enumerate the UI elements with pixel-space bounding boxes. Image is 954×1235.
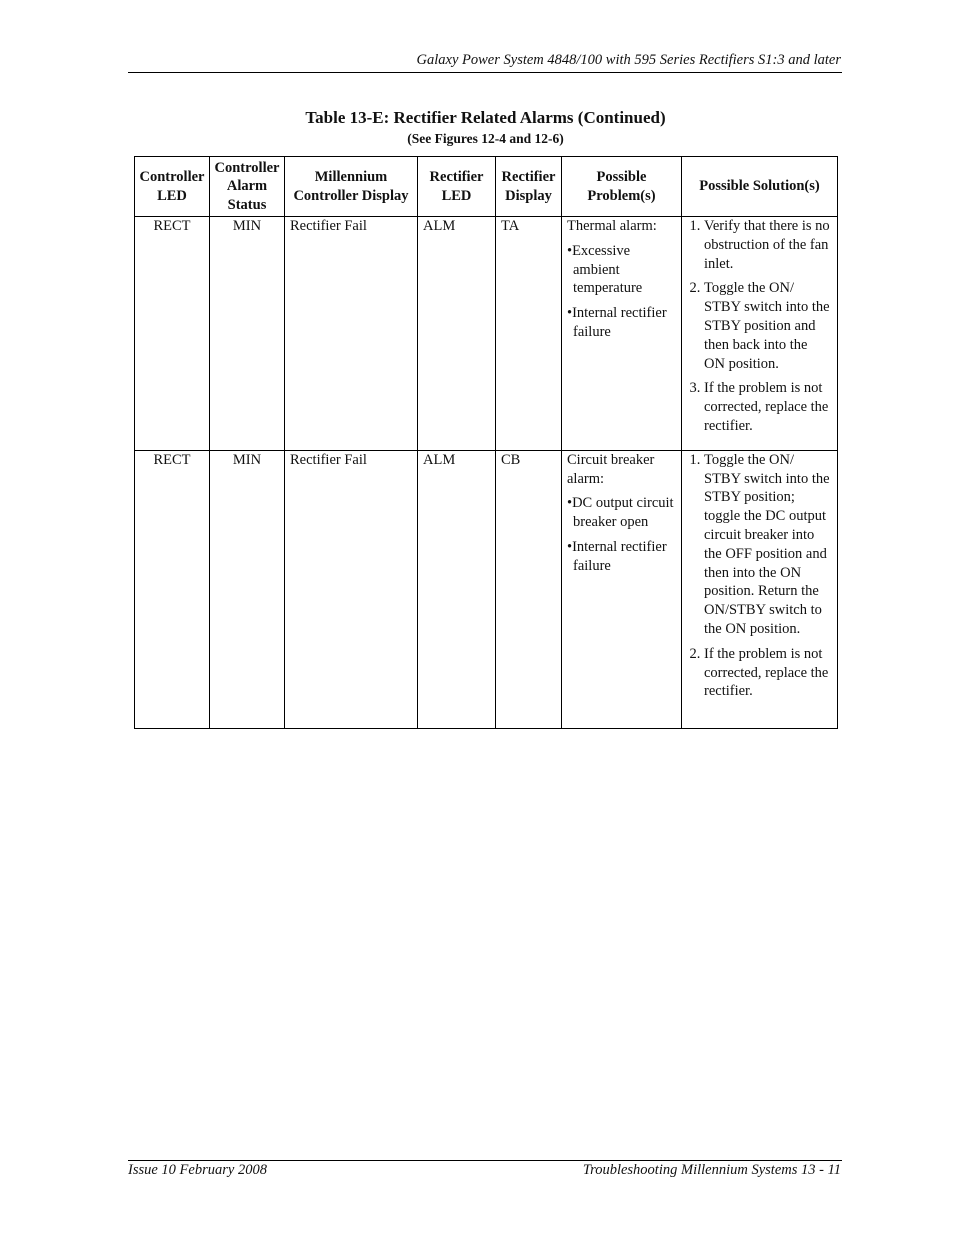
table-title: Table 13-E: Rectifier Related Alarms (Continued) [305, 108, 666, 127]
solution-step: 3. If the problem is not corrected, replace the rectifier. [704, 379, 832, 435]
problem-bullet: •Internal rectifier failure [567, 538, 667, 574]
col-header-rectifier-display: Rectifier Display [496, 157, 562, 217]
solution-step: 2. If the problem is not corrected, replace the rectifier. [704, 645, 832, 701]
col-header-millennium-display: Millennium Controller Display [285, 157, 418, 217]
problem-intro: Thermal alarm: [567, 218, 657, 234]
footer-issue-date: Issue 10 February 2008 [128, 1162, 267, 1178]
footer-rule [128, 1160, 842, 1161]
alarms-table [134, 156, 838, 729]
cell-controller-led: RECT [135, 217, 210, 451]
cell-possible-problems [562, 217, 682, 451]
col-header-controller-led: Controller LED [135, 157, 210, 217]
table-row [135, 450, 838, 728]
table-header-row [135, 157, 838, 217]
cell-rectifier-led: ALM [418, 450, 496, 728]
solution-step: 1. Verify that there is no obstruction of the fan inlet. [704, 217, 832, 273]
solution-step: 1. Toggle the ON/ STBY switch into the STBY position; toggle the DC output circuit breaker into the OFF position and then into the ON position. Return the ON/STBY switch to the ON position. [704, 451, 832, 639]
cell-millennium-display: Rectifier Fail [285, 450, 418, 728]
cell-rectifier-display: CB [496, 450, 562, 728]
cell-possible-problems [562, 450, 682, 728]
cell-possible-solutions [682, 450, 838, 728]
cell-rectifier-led: ALM [418, 217, 496, 451]
table-subtitle: (See Figures 12-4 and 12-6) [407, 131, 564, 146]
solution-step: 2. Toggle the ON/ STBY switch into the STBY position and then back into the ON position. [704, 279, 832, 373]
col-header-controller-alarm-status: Controller Alarm Status [210, 157, 285, 217]
footer-section-page: Troubleshooting Millennium Systems 13 - 11 [582, 1162, 841, 1178]
problem-bullet: •Internal rectifier failure [567, 305, 667, 340]
header-rule [128, 72, 842, 73]
problem-bullet: •Excessive ambient temperature [567, 242, 643, 297]
problem-intro: Circuit breaker alarm: [567, 451, 655, 487]
solution-list [687, 217, 832, 436]
cell-possible-solutions [682, 217, 838, 451]
solution-list [687, 451, 832, 701]
col-header-possible-problems: Possible Problem(s) [562, 157, 682, 217]
cell-alarm-status: MIN [210, 450, 285, 728]
cell-millennium-display: Rectifier Fail [285, 217, 418, 451]
running-header: Galaxy Power System 4848/100 with 595 Series Rectifiers S1:3 and later [416, 52, 841, 68]
col-header-rectifier-led: Rectifier LED [418, 157, 496, 217]
cell-controller-led: RECT [135, 450, 210, 728]
cell-rectifier-display: TA [496, 217, 562, 451]
table-row [135, 217, 838, 451]
cell-alarm-status: MIN [210, 217, 285, 451]
col-header-possible-solutions: Possible Solution(s) [682, 157, 838, 217]
problem-bullet: •DC output circuit breaker open [567, 495, 674, 531]
